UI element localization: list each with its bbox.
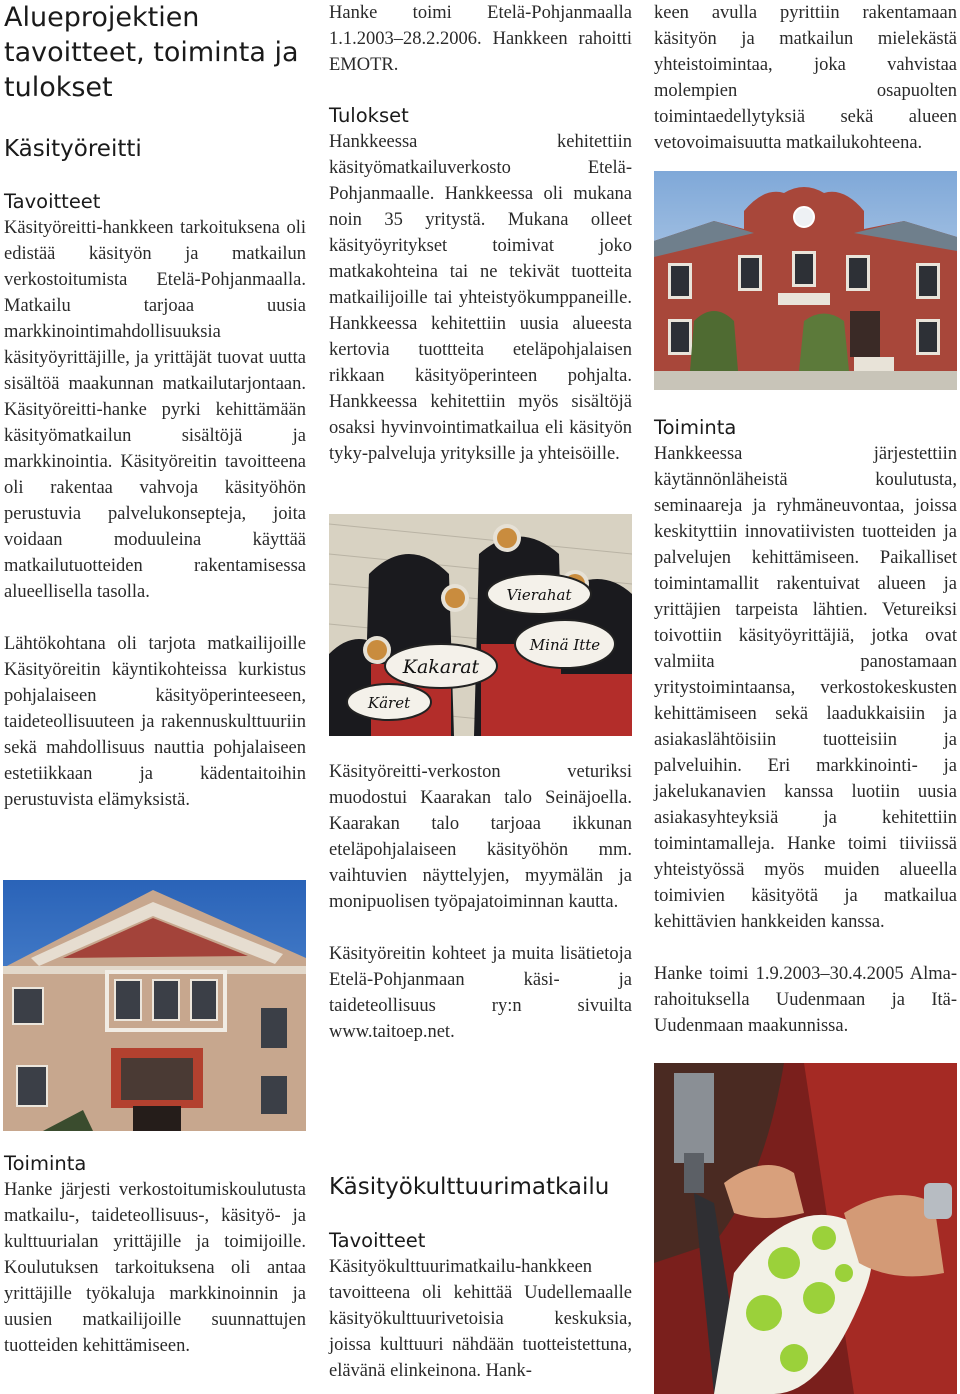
goals-paragraph: Käsityöreitti-hankkeen tarkoituksena oli edistää käsityön ja matkailun verkostoitumista Etelä-Pohjanmaalla. Matkailu tarjoaa uusia markkinointimahdollisuuksia käsityöyrittäjille, ja yrittäjät tuovat uutta sisältöä maakunnan matkailutarjontaan. Käsityöreitti-hanke pyrki kehittämään käsityömatkailun sisältöjä ja markkinointia. Käsityöreitin tavoitteena oli rakentaa vahvoja käsityöhön perustuvia palvelukonsepteja, joita voidaan moduuleina käyttää matkailutuotteiden rakentamisessa alueellisella tasolla. <box>4 218 306 602</box>
action-heading-kasityoreitti: Toiminta <box>4 1152 87 1175</box>
intro-paragraph-kulttuurimatkailu: keen avulla pyrittiin rakentamaan käsityön ja matkailun mielekästä yhteistoimintaa, joka vahvistaa molempien osapuolten toimintaedellytyksiä sekä alueen vetovoimaisuutta matkailukohteena. <box>654 3 957 153</box>
period-paragraph-kulttuurimatkailu: Hanke toimi 1.9.2003–30.4.2005 Alma-rahoituksella Uudenmaan ja Itä-Uudenmaan maakunnissa. <box>654 964 957 1036</box>
building-photo <box>3 880 306 1131</box>
goals-heading: Tavoitteet <box>4 190 101 213</box>
page-title: Alueprojektien tavoitteet, toiminta ja tulokset <box>4 2 299 103</box>
period-paragraph-kasityoreitti: Hanke toimi Etelä-Pohjanmaalla 1.1.2003–28.2.2006. Hankkeen rahoitti EMOTR. <box>329 3 632 75</box>
handicraft-photo <box>329 514 632 736</box>
column-2-lower <box>329 1172 632 1384</box>
column-3-lower <box>654 415 957 1039</box>
column-1 <box>4 0 306 813</box>
column-2 <box>329 0 632 467</box>
column-3 <box>654 0 957 156</box>
action-paragraph-kulttuurimatkailu: Hankkeessa järjestettiin käytännönläheistä koulutusta, seminaareja ja ryhmäneuvontaa, joissa keskityttiin innovatiivisten tuotteiden ja palvelujen kehittämiseen. Paikalliset toimintamallit rakentuivat alueen ja yrittäjien tarpeista lähtien. Vetureiksi toivottiin käsityöyrittäjiä, jotka ovat valmiita panostamaan yritystoimintaansa, verkostokeskusten kehittämiseen sekä laadukkaisiin ja asiakaslähtöisiin tuotteisiin ja palveluihin. Eri markkinointi- ja jakelukanavien kanssa luotiin uusia asiakasyhteyksiä ja kehitettiin toimintamalleja. Hanke toimi tiiviissä yhteistyössä myös muiden alueella toimivien käsityötä ja matkailua kehittävien hankkeiden kanssa. <box>654 444 957 932</box>
brick-building-photo <box>654 171 957 390</box>
tag-karet-text: Käret <box>367 694 411 712</box>
goals-paragraph-kulttuurimatkailu: Käsityökulttuurimatkailu-hankkeen tavoitteena oli kehittää Uudellemaalle käsityökulttuurivetoisia keskuksia, joissa kulttuuri nähdään tuotteistettuna, elävänä elinkeinona. Hank- <box>329 1257 632 1381</box>
tag-kakarat-text: Kakarat <box>402 656 480 678</box>
brick-building-illustration <box>654 171 957 390</box>
results-paragraph: Hankkeessa kehitettiin käsityömatkailuverkosto Etelä-Pohjanmaalle. Hankkeessa oli mukana noin 35 yritystä. Mukana olleet käsityöyritykset toimivat joko matkakohteina tai ne tekivät tuotteita matkailijoille tai yhteistyökumppaneille. Hankkeessa kehitettiin uusia alueesta kertovia tuottteita eteläpohjalaisen rikkaan käsityöperinteen pohjalta. Hankkeessa kehitettiin myös sisältöjä osaksi hyvinvointimatkailua eli käsityön tyky-palveluja yrityksille ja yhteisöille. <box>329 132 632 464</box>
handicraft-illustration <box>329 514 632 736</box>
section-heading-kasityoreitti: Käsityöreitti <box>4 136 142 162</box>
more-info-paragraph: Käsityöreitin kohteet ja muita lisätietoja Etelä-Pohjanmaan käsi- ja taideteollisuus ry:n sivuilta www.taitoep.net. <box>329 944 632 1042</box>
column-2-middle <box>329 759 632 1045</box>
starting-point-paragraph: Lähtökohtana oli tarjota matkailijoille Käsityöreitin käyntikohteissa kurkistus pohjalaiseen käsityöperinteeseen, taideteollisuuteen ja rakennuskulttuuriin sekä mahdollisuus nauttia pohjalaiseen estetiikkaan ja kädentaitoihin perustuvista elämyksistä. <box>4 634 306 810</box>
shoe-making-photo <box>654 1063 957 1394</box>
section-heading-kasityokulttuurimatkailu: Käsityökulttuurimatkailu <box>329 1174 610 1200</box>
goals-heading-kulttuurimatkailu: Tavoitteet <box>329 1229 426 1252</box>
column-1-lower <box>4 1151 306 1359</box>
shoe-making-illustration <box>654 1063 957 1394</box>
tag-vierahat-text: Vierahat <box>506 586 572 604</box>
results-heading: Tulokset <box>329 104 409 127</box>
action-heading-kulttuurimatkailu: Toiminta <box>654 416 737 439</box>
network-paragraph: Käsityöreitti-verkoston veturiksi muodostui Kaarakan talo Seinäjoella. Kaarakan talo tarjoaa ikkunan eteläpohjalaiseen käsityöhön mm. vaihtuvien näyttelyjen, myymälän ja monipuolisen työpajatoiminnan kautta. <box>329 762 632 912</box>
action-paragraph-kasityoreitti: Hanke järjesti verkostoitumiskoulutusta matkailu-, taideteollisuus-, käsityö- ja kulttuurialan yrittäjille ja toimijoille. Koulutuksen tarkoituksena oli antaa yrittäjille työkaluja markkinoinnin ja uusien matkailijoille suunnattujen tuotteiden kehittämiseen. <box>4 1180 306 1356</box>
building-illustration <box>3 880 306 1131</box>
tag-mina-itte-text: Minä Itte <box>529 636 601 654</box>
